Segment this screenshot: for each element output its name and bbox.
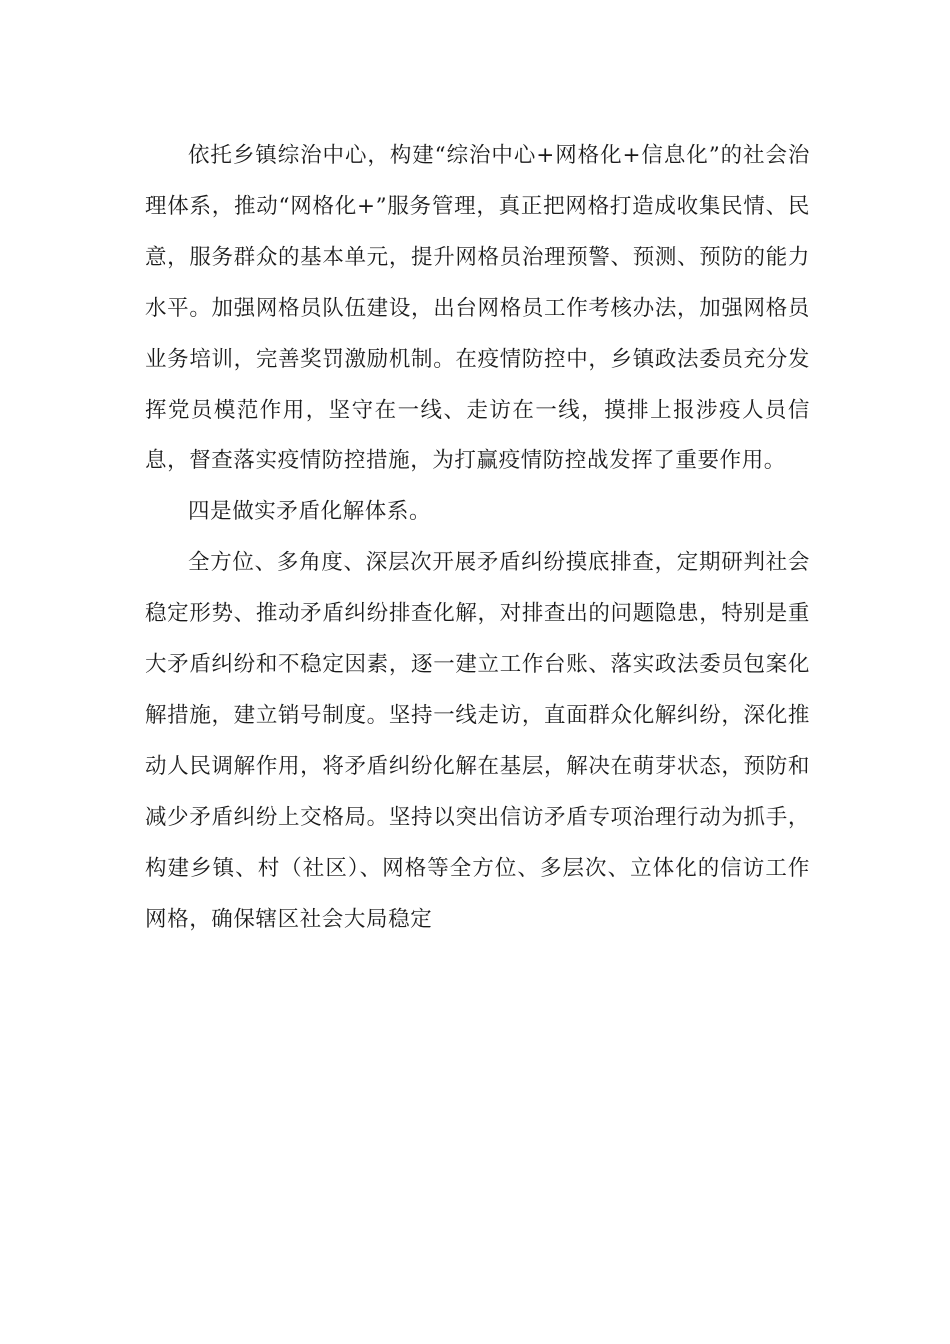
document-body — [145, 131, 810, 946]
paragraph-conflict-resolution: 全方位、多角度、深层次开展矛盾纠纷摸底排查，定期研判社会稳定形势、推动矛盾纠纷排查化解，对排查出的问题隐患，特别是重大矛盾纠纷和不稳定因素，逐一建立工作台账、落实政法委员包案化解措施，建立销号制度。坚持一线走访，直面群众化解纠纷，深化推动人民调解作用，将矛盾纠纷化解在基层，解决在萌芽状态，预防和减少矛盾纠纷上交格局。坚持以突出信访矛盾专项治理行动为抓手，构建乡镇、村（社区）、网格等全方位、多层次、立体化的信访工作网格，确保辖区社会大局稳定 — [145, 550, 810, 932]
paragraph-grid-governance: 依托乡镇综治中心，构建“综治中心+网格化+信息化”的社会治理体系，推动“网格化+”服务管理，真正把网格打造成收集民情、民意，服务群众的基本单元，提升网格员治理预警、预测、预防的能力水平。加强网格员队伍建设，出台网格员工作考核办法，加强网格员业务培训，完善奖罚激励机制。在疫情防控中，乡镇政法委员充分发挥党员模范作用，坚守在一线、走访在一线，摸排上报涉疫人员信息，督查落实疫情防控措施，为打赢疫情防控战发挥了重要作用。 — [145, 143, 810, 474]
section-heading-conflict-resolution: 四是做实矛盾化解体系。 — [188, 499, 432, 525]
